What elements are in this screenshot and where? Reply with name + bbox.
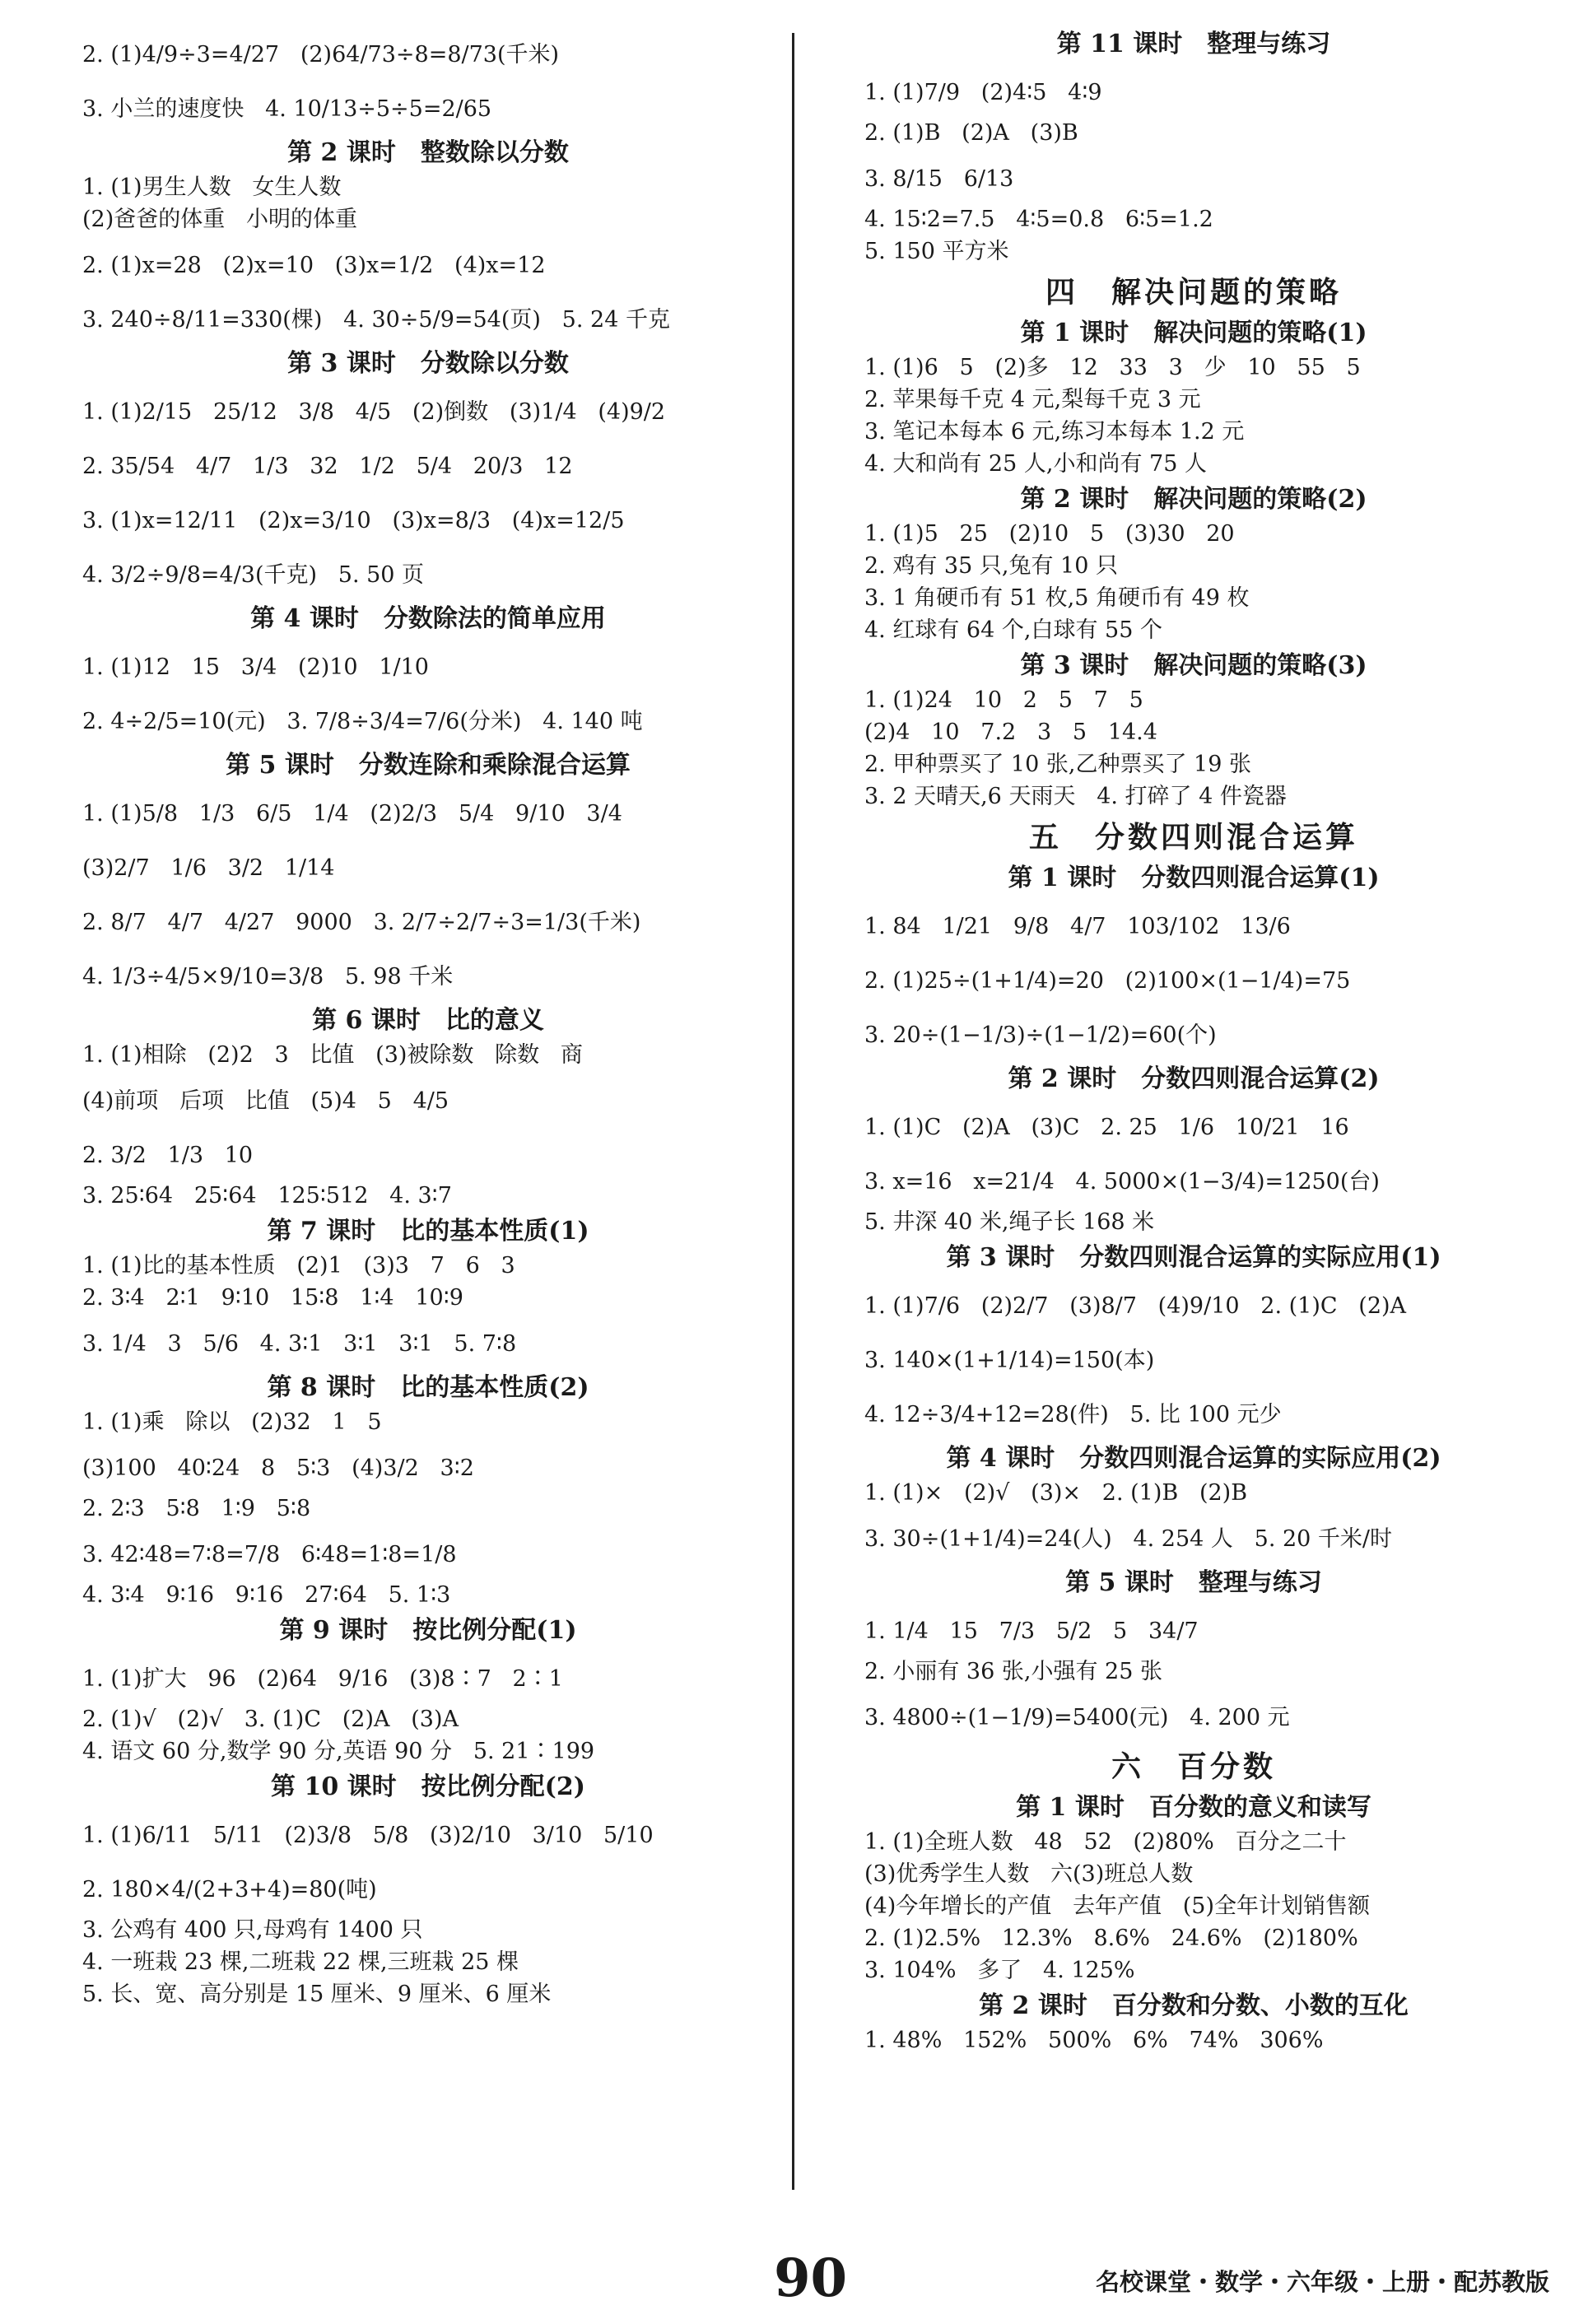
answer-line: 1. (1)5/8 1/3 6/5 1/4 (2)2/3 5/4 9/10 3/4	[82, 801, 622, 827]
answer-line: (3)2/7 1/6 3/2 1/14	[82, 855, 335, 881]
lesson-title: 第 2 课时 百分数和分数、小数的互化	[979, 1991, 1409, 2020]
answer-line: 3. 20÷(1−1/3)÷(1−1/2)=60(个)	[864, 1022, 1217, 1048]
answer-line: 3. 笔记本每本 6 元,练习本每本 1.2 元	[864, 419, 1245, 445]
answer-line: 5. 150 平方米	[864, 239, 1009, 264]
book-footer: 名校课堂・数学・六年级・上册・配苏教版	[1095, 2268, 1549, 2296]
answer-line: 1. (1)相除 (2)2 3 比值 (3)被除数 除数 商	[82, 1042, 583, 1068]
answer-line: 1. (1)5 25 (2)10 5 (3)30 20	[864, 521, 1235, 547]
answer-line: 4. 一班栽 23 棵,二班栽 22 棵,三班栽 25 棵	[82, 1949, 519, 1975]
lesson-title: 第 2 课时 分数四则混合运算(2)	[1008, 1064, 1380, 1093]
answer-line: 2. 180×4/(2+3+4)=80(吨)	[82, 1877, 377, 1903]
section-title: 六 百分数	[1111, 1749, 1276, 1784]
answer-line: (2)4 10 7.2 3 5 14.4	[864, 720, 1157, 745]
answer-line: 2. 2∶3 5∶8 1∶9 5∶8	[82, 1496, 311, 1521]
section-title: 四 解决问题的策略	[1045, 275, 1342, 310]
answer-line: 4. 3/2÷9/8=4/3(千克) 5. 50 页	[82, 562, 425, 588]
page-number: 90	[774, 2247, 848, 2309]
answer-line: 1. 84 1/21 9/8 4/7 103/102 13/6	[864, 914, 1291, 939]
answer-line: 4. 大和尚有 25 人,小和尚有 75 人	[864, 451, 1207, 477]
answer-line: 2. (1)x=28 (2)x=10 (3)x=1/2 (4)x=12	[82, 253, 546, 278]
answer-line: (4)前项 后项 比值 (5)4 5 4/5	[82, 1088, 449, 1114]
answer-line: (2)爸爸的体重 小明的体重	[82, 207, 357, 232]
answer-line: 3. 小兰的速度快 4. 10/13÷5÷5=2/65	[82, 96, 492, 122]
lesson-title: 第 5 课时 分数连除和乘除混合运算	[226, 751, 631, 780]
answer-line: 3. 104% 多了 4. 125%	[864, 1958, 1135, 1983]
answer-line: 2. (1)4/9÷3=4/27 (2)64/73÷8=8/73(千米)	[82, 42, 560, 68]
answer-line: 3. 4800÷(1−1/9)=5400(元) 4. 200 元	[864, 1705, 1290, 1730]
answer-line: 1. (1)6/11 5/11 (2)3/8 5/8 (3)2/10 3/10 5/10	[82, 1823, 654, 1848]
lesson-title: 第 2 课时 整数除以分数	[287, 138, 569, 167]
lesson-title: 第 5 课时 整理与练习	[1065, 1568, 1322, 1597]
answer-line: 1. (1)2/15 25/12 3/8 4/5 (2)倒数 (3)1/4 (4)9/2	[82, 399, 666, 425]
answer-line: 2. 小丽有 36 张,小强有 25 张	[864, 1659, 1162, 1684]
lesson-title: 第 1 课时 分数四则混合运算(1)	[1008, 864, 1380, 892]
lesson-title: 第 11 课时 整理与练习	[1056, 30, 1331, 58]
answer-line: 2. 苹果每千克 4 元,梨每千克 3 元	[864, 387, 1201, 412]
answer-line: 2. 35/54 4/7 1/3 32 1/2 5/4 20/3 12	[82, 454, 573, 479]
answer-line: 2. 8/7 4/7 4/27 9000 3. 2/7÷2/7÷3=1/3(千米)	[82, 910, 641, 935]
answer-line: 2. 甲种票买了 10 张,乙种票买了 19 张	[864, 752, 1251, 777]
answer-line: 3. 8/15 6/13	[864, 166, 1014, 192]
left-column	[82, 25, 774, 2010]
lesson-title: 第 4 课时 分数除法的简单应用	[250, 604, 606, 633]
answer-line: 4. 3∶4 9∶16 9∶16 27∶64 5. 1∶3	[82, 1582, 451, 1608]
answer-line: 2. 3∶4 2∶1 9∶10 15∶8 1∶4 10∶9	[82, 1285, 463, 1311]
answer-line: 3. (1)x=12/11 (2)x=3/10 (3)x=8/3 (4)x=12/5	[82, 508, 625, 533]
answer-line: (3)100 40∶24 8 5∶3 (4)3/2 3∶2	[82, 1455, 474, 1481]
lesson-title: 第 6 课时 比的意义	[312, 1006, 544, 1035]
answer-line: 2. 鸡有 35 只,兔有 10 只	[864, 553, 1118, 579]
answer-line: 2. (1)B (2)A (3)B	[864, 120, 1078, 146]
answer-line: 3. x=16 x=21/4 4. 5000×(1−3/4)=1250(台)	[864, 1169, 1380, 1195]
answer-line: 1. (1)扩大 96 (2)64 9/16 (3)8∶7 2∶1	[82, 1666, 563, 1692]
lesson-title: 第 4 课时 分数四则混合运算的实际应用(2)	[946, 1444, 1441, 1473]
lesson-title: 第 3 课时 分数除以分数	[287, 349, 569, 378]
answer-line: 1. (1)12 15 3/4 (2)10 1/10	[82, 654, 429, 680]
answer-line: 1. (1)乘 除以 (2)32 1 5	[82, 1409, 382, 1435]
lesson-title: 第 1 课时 百分数的意义和读写	[1016, 1793, 1371, 1822]
answer-line: 3. 1/4 3 5/6 4. 3∶1 3∶1 3∶1 5. 7∶8	[82, 1331, 517, 1357]
lesson-title: 第 1 课时 解决问题的策略(1)	[1020, 319, 1367, 347]
answer-line: 4. 12÷3/4+12=28(件) 5. 比 100 元少	[864, 1402, 1282, 1427]
lesson-title: 第 10 课时 按比例分配(2)	[271, 1772, 585, 1801]
answer-line: 1. (1)C (2)A (3)C 2. 25 1/6 10/21 16	[864, 1115, 1349, 1140]
right-column	[864, 25, 1523, 2056]
answer-line: 4. 15∶2=7.5 4∶5=0.8 6∶5=1.2	[864, 207, 1213, 232]
answer-line: (3)优秀学生人数 六(3)班总人数	[864, 1861, 1194, 1887]
answer-line: 1. (1)24 10 2 5 7 5	[864, 687, 1143, 713]
answer-line: 1. (1)男生人数 女生人数	[82, 175, 342, 200]
lesson-title: 第 7 课时 比的基本性质(1)	[267, 1217, 589, 1246]
answer-line: (4)今年增长的产值 去年产值 (5)全年计划销售额	[864, 1893, 1370, 1919]
column-divider	[792, 33, 794, 2190]
answer-line: 3. 1 角硬币有 51 枚,5 角硬币有 49 枚	[864, 585, 1250, 611]
answer-line: 1. (1)比的基本性质 (2)1 (3)3 7 6 3	[82, 1253, 515, 1278]
answer-line: 4. 红球有 64 个,白球有 55 个	[864, 617, 1162, 643]
answer-line: 1. 1/4 15 7/3 5/2 5 34/7	[864, 1618, 1199, 1644]
lesson-title: 第 9 课时 按比例分配(1)	[279, 1616, 577, 1645]
lesson-title: 第 3 课时 分数四则混合运算的实际应用(1)	[946, 1243, 1441, 1272]
answer-line: 2. (1)√ (2)√ 3. (1)C (2)A (3)A	[82, 1707, 459, 1732]
answer-line: 3. 25∶64 25∶64 125∶512 4. 3∶7	[82, 1183, 452, 1209]
answer-line: 5. 长、宽、高分别是 15 厘米、9 厘米、6 厘米	[82, 1982, 552, 2007]
answer-line: 3. 公鸡有 400 只,母鸡有 1400 只	[82, 1917, 423, 1943]
answer-line: 1. (1)7/6 (2)2/7 (3)8/7 (4)9/10 2. (1)C (2)A	[864, 1293, 1407, 1319]
answer-line: 1. 48% 152% 500% 6% 74% 306%	[864, 2028, 1324, 2053]
answer-line: 1. (1)7/9 (2)4∶5 4∶9	[864, 80, 1102, 105]
answer-line: 1. (1)× (2)√ (3)× 2. (1)B (2)B	[864, 1480, 1248, 1506]
answer-line: 3. 240÷8/11=330(棵) 4. 30÷5/9=54(页) 5. 24 千克	[82, 307, 670, 333]
lesson-title: 第 8 课时 比的基本性质(2)	[267, 1373, 589, 1402]
answer-line: 3. 140×(1+1/14)=150(本)	[864, 1348, 1155, 1373]
answer-line: 2. (1)25÷(1+1/4)=20 (2)100×(1−1/4)=75	[864, 968, 1351, 994]
answer-line: 4. 语文 60 分,数学 90 分,英语 90 分 5. 21∶199	[82, 1739, 595, 1764]
lesson-title: 第 2 课时 解决问题的策略(2)	[1020, 485, 1367, 514]
answer-line: 1. (1)6 5 (2)多 12 33 3 少 10 55 5	[864, 355, 1361, 380]
answer-line: 4. 1/3÷4/5×9/10=3/8 5. 98 千米	[82, 964, 454, 990]
answer-line: 2. 3/2 1/3 10	[82, 1143, 254, 1168]
answer-line: 5. 井深 40 米,绳子长 168 米	[864, 1209, 1155, 1235]
answer-line: 3. 2 天晴天,6 天雨天 4. 打碎了 4 件瓷器	[864, 784, 1287, 809]
lesson-title: 第 3 课时 解决问题的策略(3)	[1020, 651, 1367, 680]
answer-line: 3. 42∶48=7∶8=7/8 6∶48=1∶8=1/8	[82, 1542, 457, 1567]
answer-line: 3. 30÷(1+1/4)=24(人) 4. 254 人 5. 20 千米/时	[864, 1526, 1393, 1552]
answer-line: 2. 4÷2/5=10(元) 3. 7/8÷3/4=7/6(分米) 4. 140 吨	[82, 709, 643, 734]
section-title: 五 分数四则混合运算	[1028, 820, 1358, 855]
answer-line: 2. (1)2.5% 12.3% 8.6% 24.6% (2)180%	[864, 1926, 1358, 1951]
answer-line: 1. (1)全班人数 48 52 (2)80% 百分之二十	[864, 1829, 1347, 1855]
